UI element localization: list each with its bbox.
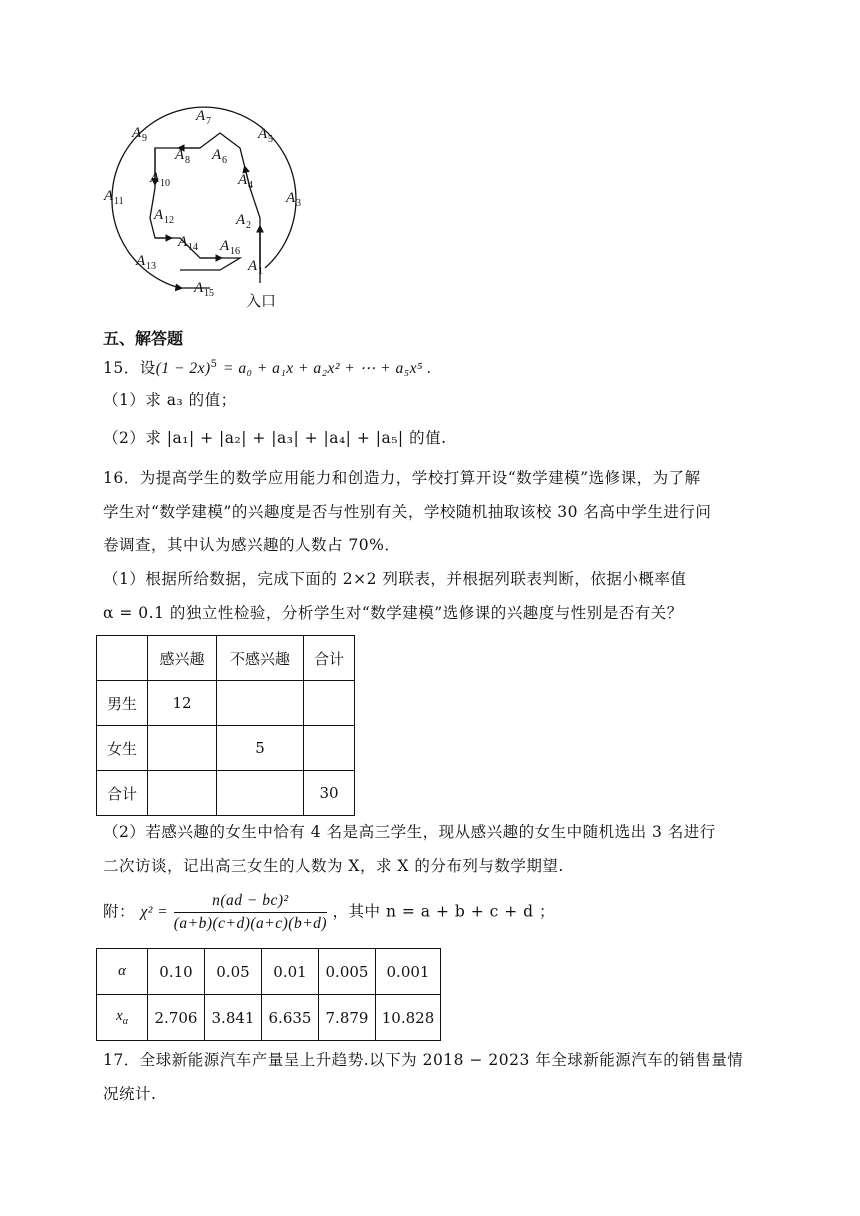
table-row: $x_\alpha$ 2.706 3.841 6.635 7.879 10.828 xyxy=(97,995,441,1041)
q15-part2: （2）求 |a₁| + |a₂| + |a₃| + |a₄| + |a₅| 的值. xyxy=(103,429,447,447)
svg-text:5: 5 xyxy=(268,134,273,145)
table-row: 感兴趣 不感兴趣 合计 xyxy=(97,636,355,681)
spiral-maze-figure xyxy=(100,98,320,313)
svg-text:A: A xyxy=(286,190,296,206)
svg-text:A: A xyxy=(248,258,258,274)
svg-text:16: 16 xyxy=(230,246,240,257)
svg-text:2: 2 xyxy=(246,220,251,231)
q17-line2: 况统计. xyxy=(103,1085,157,1103)
svg-text:A: A xyxy=(238,172,248,188)
q17-line1: 17．全球新能源汽车产量呈上升趋势.以下为 2018 − 2023 年全球新能源汽车的销售量情 xyxy=(103,1051,744,1069)
q15-part1: （1）求 a₃ 的值； xyxy=(103,391,237,409)
table-row: 男生 12 xyxy=(97,681,355,726)
svg-text:9: 9 xyxy=(142,133,147,144)
svg-text:A: A xyxy=(196,108,206,124)
svg-text:11: 11 xyxy=(114,196,124,207)
svg-text:10: 10 xyxy=(160,178,170,189)
svg-text:13: 13 xyxy=(146,261,156,272)
q16-part2-line2: 二次访谈，记出高三女生的人数为 X，求 X 的分布列与数学期望. xyxy=(103,857,564,875)
svg-text:A: A xyxy=(236,212,246,228)
q16-line3: 卷调查，其中认为感兴趣的人数占 70%． xyxy=(103,536,401,554)
svg-text:A: A xyxy=(258,126,268,142)
q15-statement: 15．设$(1 - 2x)^5 = a_0 + a_1x + a_2x^2$ + ⋯ + a₅x⁵ . xyxy=(103,359,432,377)
svg-text:A: A xyxy=(194,280,204,296)
svg-text:A: A xyxy=(104,188,114,204)
svg-text:3: 3 xyxy=(296,198,301,209)
q16-line2: 学生对“数学建模”的兴趣度是否与性别有关，学校随机抽取该校 30 名高中学生进行问 xyxy=(103,503,712,521)
svg-text:12: 12 xyxy=(164,215,174,226)
svg-text:4: 4 xyxy=(248,180,253,191)
chi-square-formula: 附： χ² = $\frac{\text{n(ad − bc)²}}{(a+b)(c+d)(a+c)(b+d)}$ ，其中 n = a + b + c + d ； xyxy=(103,892,555,932)
q16-part2-line1: （2）若感兴趣的女生中恰有 4 名是高三学生，现从感兴趣的女生中随机选出 3 名进行 xyxy=(103,823,716,841)
entrance-label: 入口 xyxy=(246,292,277,310)
q16-line1: 16．为提高学生的数学应用能力和创造力，学校打算开设“数学建模”选修课，为了解 xyxy=(103,469,701,487)
svg-text:A: A xyxy=(132,125,142,141)
table-row: 女生 5 xyxy=(97,726,355,771)
svg-text:7: 7 xyxy=(206,116,211,127)
svg-text:A: A xyxy=(175,147,185,163)
svg-text:A: A xyxy=(136,253,146,269)
table-row: 合计 30 xyxy=(97,771,355,816)
svg-text:14: 14 xyxy=(188,242,198,253)
svg-text:A: A xyxy=(178,234,188,250)
contingency-table xyxy=(96,635,355,816)
svg-text:6: 6 xyxy=(222,155,227,166)
svg-text:A: A xyxy=(150,170,160,186)
svg-text:15: 15 xyxy=(204,288,214,299)
svg-text:A: A xyxy=(154,207,164,223)
table-row: α 0.10 0.05 0.01 0.005 0.001 xyxy=(97,949,441,995)
critical-value-table xyxy=(96,948,441,1041)
svg-text:A: A xyxy=(220,238,230,254)
q16-part1-line1: （1）根据所给数据，完成下面的 2×2 列联表，并根据列联表判断，依据小概率值 xyxy=(103,570,687,588)
svg-text:8: 8 xyxy=(185,155,190,166)
inner-path xyxy=(150,133,260,270)
svg-text:A: A xyxy=(212,147,222,163)
section-title: 五、解答题 xyxy=(103,329,184,348)
svg-text:1: 1 xyxy=(258,266,263,277)
q16-part1-line2: α = 0.1 的独立性检验，分析学生对“数学建模”选修课的兴趣度与性别是否有关？ xyxy=(103,604,683,622)
